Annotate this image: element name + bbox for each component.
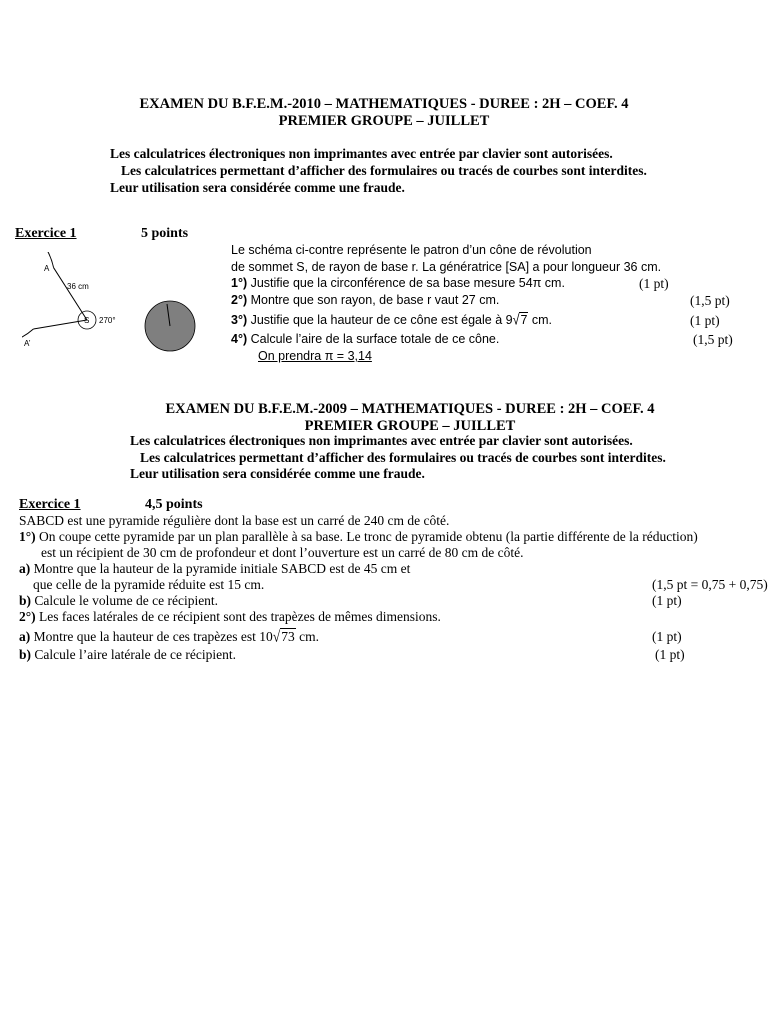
q3-text: Justifie que la hauteur de ce cône est égale à 9	[247, 313, 513, 327]
q2b-label: b)	[19, 647, 32, 662]
exam-2009-calculator-note-1: Les calculatrices électroniques non imprimantes avec entrée par clavier sont autorisées.	[130, 433, 633, 448]
exam-2010-pi-note: On prendra π = 3,14	[258, 349, 372, 363]
q1-number: 1°)	[19, 529, 36, 544]
exam-2010-intro-line-1: Le schéma ci-contre représente le patron d’un cône de révolution	[231, 243, 592, 257]
label-a: A	[44, 264, 50, 273]
q3-unit: cm.	[528, 313, 553, 327]
label-270: 270°	[99, 316, 116, 325]
q2a-text: Montre que la hauteur de ces trapèzes est 10	[30, 629, 273, 644]
qa-label: a)	[19, 561, 31, 576]
exam-2010-calculator-note-1: Les calculatrices électroniques non imprimantes avec entrée par clavier sont autorisées.	[110, 146, 613, 161]
q2-text: Montre que son rayon, de base r vaut 27 cm.	[247, 293, 500, 307]
exam-2009-question-a-line-2: que celle de la pyramide réduite est 15 cm.	[33, 577, 265, 592]
exam-2010-question-2	[231, 293, 499, 307]
exam-2009-exercise-title	[19, 497, 81, 513]
exam-2010-calculator-note-2: Les calculatrices permettant d’afficher des formulaires ou tracés de courbes sont interdites.	[121, 163, 647, 178]
qb-label: b)	[19, 593, 32, 608]
exam-2010-exercise-points: 5 points	[141, 226, 189, 241]
q4-text: Calcule l’aire de la surface totale de ce cône.	[247, 332, 500, 346]
exam-2009-intro: SABCD est une pyramide régulière dont la base est un carré de 240 cm de côté.	[19, 513, 450, 528]
exercise-title-text: Exercice 1	[19, 497, 81, 512]
exam-2010-question-1-points: (1 pt)	[639, 276, 669, 291]
exam-2009-question-a-points: (1,5 pt = 0,75 + 0,75)	[652, 577, 768, 592]
q1-text: Justifie que la circonférence de sa base mesure 54π cm.	[247, 276, 565, 290]
exam-2009-question-a-line-1	[19, 561, 410, 577]
exam-2010-question-1	[231, 276, 565, 290]
exam-2009-header-subtitle: PREMIER GROUPE – JUILLET	[304, 418, 516, 434]
q1-number: 1°)	[231, 276, 248, 290]
q3-radicand: 7	[520, 313, 528, 327]
q2a-radicand: 73	[281, 629, 295, 644]
q2b-text: Calcule l’aire latérale de ce récipient.	[31, 647, 237, 662]
exam-2009-calculator-note-3: Leur utilisation sera considérée comme une fraude.	[130, 466, 425, 481]
exam-2009-question-2a	[19, 629, 319, 645]
exam-2009-question-b-points: (1 pt)	[652, 593, 682, 608]
q2a-label: a)	[19, 629, 31, 644]
exam-2010-question-4-points: (1,5 pt)	[693, 332, 733, 347]
exam-2010-calculator-note-3: Leur utilisation sera considérée comme une fraude.	[110, 180, 405, 195]
sqrt-symbol: √73	[272, 627, 295, 646]
exam-2009-question-1-line-2: est un récipient de 30 cm de profondeur et dont l’ouverture est un carré de 80 cm de côté.	[41, 545, 524, 560]
sqrt-symbol: √7	[512, 311, 528, 329]
label-s: S	[84, 316, 90, 325]
exam-2010-header-title: EXAMEN DU B.F.E.M.-2010 – MATHEMATIQUES - DUREE : 2H – COEF. 4	[139, 96, 629, 112]
exam-2009-exercise-points: 4,5 points	[145, 497, 203, 512]
label-a-prime: A’	[24, 339, 31, 348]
exam-2010-header-subtitle: PREMIER GROUPE – JUILLET	[278, 113, 490, 129]
exam-2009-question-1-line-1	[19, 529, 698, 545]
exercise-title-text: Exercice 1	[15, 226, 77, 241]
exam-2010-intro-line-2: de sommet S, de rayon de base r. La génératrice [SA] a pour longueur 36 cm.	[231, 260, 662, 274]
exam-2010-question-2-points: (1,5 pt)	[690, 293, 730, 308]
qa-text: Montre que la hauteur de la pyramide initiale SABCD est de 45 cm et	[30, 561, 411, 576]
exam-2009-question-2a-points: (1 pt)	[652, 629, 682, 644]
q2-text: Les faces latérales de ce récipient sont des trapèzes de mêmes dimensions.	[35, 609, 441, 624]
exam-2010-exercise-title	[15, 226, 77, 242]
label-36cm: 36 cm	[67, 282, 89, 291]
qb-text: Calcule le volume de ce récipient.	[31, 593, 219, 608]
exam-2009-calculator-note-2: Les calculatrices permettant d’afficher des formulaires ou tracés de courbes sont interdites.	[140, 450, 666, 465]
exam-2009-question-2b	[19, 647, 236, 663]
exam-2010-question-4	[231, 332, 499, 346]
q4-number: 4°)	[231, 332, 248, 346]
exam-2009-question-b	[19, 593, 218, 609]
exam-2009-header-title: EXAMEN DU B.F.E.M.-2009 – MATHEMATIQUES - DUREE : 2H – COEF. 4	[165, 401, 655, 417]
exam-2009-question-2	[19, 609, 441, 625]
exam-2010-question-3	[231, 313, 552, 327]
exam-2009-question-2b-points: (1 pt)	[655, 647, 685, 662]
q2-number: 2°)	[19, 609, 36, 624]
cone-net-figure	[22, 252, 222, 377]
q1-text: On coupe cette pyramide par un plan parallèle à sa base. Le tronc de pyramide obtenu (la partie différente de la réduction)	[35, 529, 698, 544]
q3-number: 3°)	[231, 313, 248, 327]
q2-number: 2°)	[231, 293, 248, 307]
exam-2010-question-3-points: (1 pt)	[690, 313, 720, 328]
q2a-unit: cm.	[295, 629, 319, 644]
